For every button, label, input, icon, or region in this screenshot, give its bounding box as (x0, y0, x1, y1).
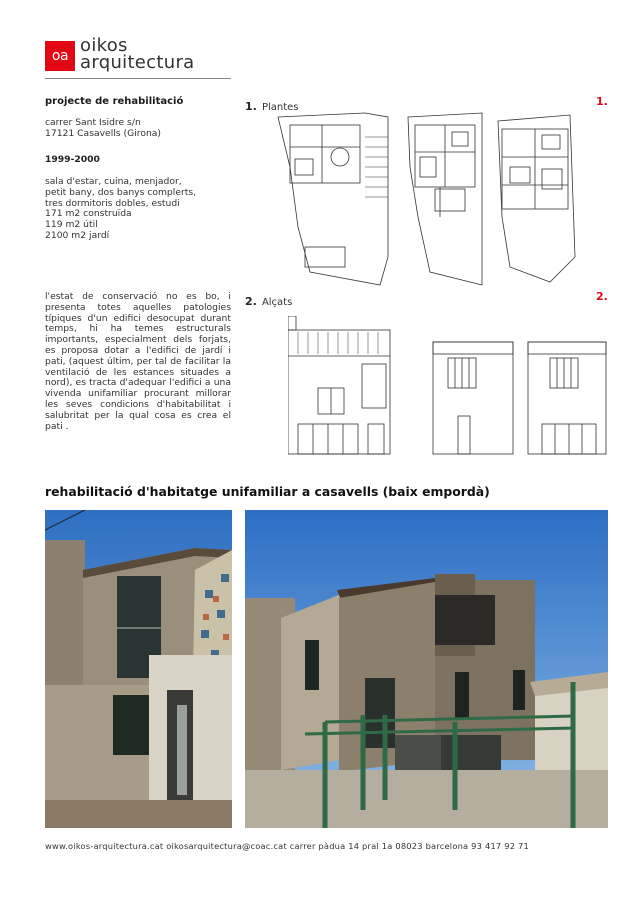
area-built: 171 m2 construïda (45, 208, 132, 220)
plan-ground-outline (278, 113, 388, 285)
elevations-caption (245, 290, 292, 309)
project-address (45, 118, 161, 140)
program-line-3: tres dormitoris dobles, estudi (45, 197, 180, 209)
logo-underline (45, 78, 231, 79)
project-heading: projecte de rehabilitació (45, 96, 184, 107)
plans-label: Plantes (261, 102, 299, 113)
logo-wordmark (80, 37, 194, 71)
photo-facade (245, 510, 608, 828)
address-line-1: carrer Sant Isidre s/n (45, 117, 141, 128)
elevations-label: Alçats (261, 297, 293, 308)
elevations-drawing (288, 316, 608, 456)
area-garden: 2100 m2 jardí (45, 229, 110, 241)
plans-number-right: 1. (596, 95, 608, 108)
elevation-side (433, 342, 513, 454)
program-line-2: petit bany, dos banys complerts, (45, 186, 197, 198)
logo-line-1: oikos (80, 35, 128, 56)
plans-number: 1. (245, 100, 257, 113)
ground (245, 770, 608, 828)
footer-contact: www.oikos-arquitectura.cat oikosarquitectura@coac.cat carrer pàdua 14 pral 1a 08023 barcelona 93 417 92 71 (45, 841, 529, 851)
project-program (45, 177, 231, 242)
elevations-number-right: 2. (596, 290, 608, 303)
logo-mark: oa (45, 41, 75, 71)
elevations-number: 2. (245, 295, 257, 308)
ground-window (113, 695, 149, 755)
elevation-front (288, 316, 390, 454)
logo-line-2: arquitectura (80, 52, 195, 73)
plan-ground-house (290, 125, 360, 183)
project-description: l'estat de conservació no es bo, i presenta totes aquelles patologies típiques d'un edifici desocupat durant temps, hi ha temes estructurals importants, especialment dels forjats, es proposa dotar a l'edifici de jardí i pati, (aquest últim, per tal de facilitar la ventilació de les estances situades a nord), es tracta d'adequar l'edifici a una vivenda unifamiliar procurant millorar les seves condicions d'habitabilitat i salubritat per la qual cosa es crea el pati . (45, 291, 231, 432)
elevation-rear (528, 342, 606, 454)
area-useful: 119 m2 útil (45, 219, 98, 231)
project-years: 1999-2000 (45, 154, 100, 165)
main-title: rehabilitació d'habitatge unifamiliar a casavells (baix empordà) (45, 484, 490, 499)
address-line-2: 17121 Casavells (Girona) (45, 127, 162, 139)
photo-courtyard (45, 510, 232, 828)
floor-plans-drawing (270, 107, 610, 287)
plan-second-outline (498, 115, 575, 282)
program-line-1: sala d'estar, cuina, menjador, (45, 176, 182, 187)
upper-opening (435, 595, 495, 645)
